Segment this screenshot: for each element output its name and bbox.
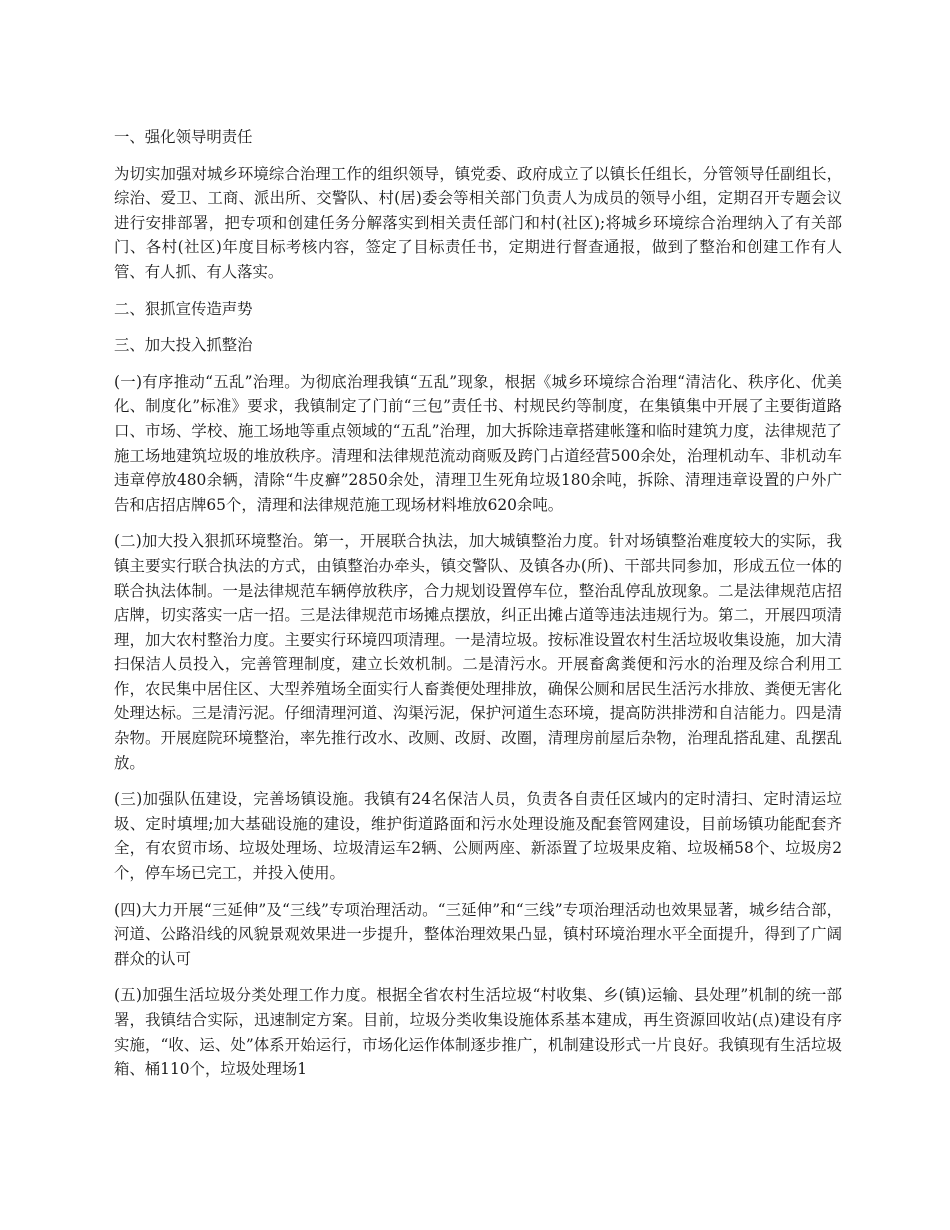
paragraph-five-disorders: (一)有序推动“五乱”治理。为彻底治理我镇“五乱”现象，根据《城乡环境综合治理“清洁化、秩序化、优美化、制度化”标准》要求，我镇制定了门前“三包”责任书、村规民约等制度，在集镇集中开展了主要街道路口、市场、学校、施工场地等重点领域的“五乱”治理，加大拆除违章搭建帐篷和临时建筑力度，法律规范了施工场地建筑垃圾的堆放秩序。清理和法律规范流动商贩及跨门占道经营500余处，治理机动车、非机动车违章停放480余辆，清除“牛皮癣”2850余处，清理卫生死角垃圾180余吨，拆除、清理违章设置的户外广告和店招店牌65个，清理和法律规范施工现场材料堆放620余吨。 (114, 372, 842, 514)
section-heading-2: 二、狠抓宣传造声势 (114, 299, 253, 318)
document-body (114, 125, 842, 1094)
paragraph-waste-sorting: (五)加强生活垃圾分类处理工作力度。根据全省农村生活垃圾“村收集、乡(镇)运输、县处理”机制的统一部署，我镇结合实际，迅速制定方案。目前，垃圾分类收集设施体系基本建成，再生资源回收站(点)建设有序实施，“收、运、处”体系开始运行，市场化运作体制逐步推广，机制建设形式一片良好。我镇现有生活垃圾箱、桶110个，垃圾处理场1 (114, 986, 842, 1079)
section-heading-3: 三、加大投入抓整治 (114, 336, 253, 355)
section-heading-1: 一、强化领导明责任 (114, 128, 253, 146)
paragraph-environment-rectification: (二)加大投入狠抓环境整治。第一，开展联合执法，加大城镇整治力度。针对场镇整治难度较大的实际，我镇主要实行联合执法的方式，由镇整治办牵头，镇交警队、及镇各办(所)、干部共同参加，形成五位一体的联合执法体制。一是法律规范车辆停放秩序，合力规划设置停车位，整治乱停乱放现象。二是法律规范店招店牌，切实落实一店一招。三是法律规范市场摊点摆放，纠正出摊占道等违法违规行为。第二，开展四项清理，加大农村整治力度。主要实行环境四项清理。一是清垃圾。按标准设置农村生活垃圾收集设施，加大清扫保洁人员投入，完善管理制度，建立长效机制。二是清污水。开展畜禽粪便和污水的治理及综合利用工作，农民集中居住区、大型养殖场全面实行人畜粪便处理排放，确保公厕和居民生活污水排放、粪便无害化处理达标。三是清污泥。仔细清理河道、沟渠污泥，保护河道生态环境，提高防洪排涝和自洁能力。四是清杂物。开展庭院环境整治，率先推行改水、改厕、改厨、改圈，清理房前屋后杂物，治理乱搭乱建、乱摆乱放。 (114, 532, 842, 772)
paragraph-team-building: (三)加强队伍建设，完善场镇设施。我镇有24名保洁人员，负责各自责任区域内的定时清扫、定时清运垃圾、定时填埋;加大基础设施的建设，维护街道路面和污水处理设施及配套管网建设，目前场镇功能配套齐全，有农贸市场、垃圾处理场、垃圾清运车2辆、公厕两座、新添置了垃圾果皮箱、垃圾桶58个、垃圾房2个，停车场已完工，并投入使用。 (114, 790, 842, 883)
paragraph-special-campaign: (四)大力开展“三延伸”及“三线”专项治理活动。“三延伸”和“三线”专项治理活动也效果显著，城乡结合部，河道、公路沿线的风貌景观效果进一步提升，整体治理效果凸显，镇村环境治理水平全面提升，得到了广阔群众的认可 (114, 900, 842, 968)
paragraph-leadership: 为切实加强对城乡环境综合治理工作的组织领导，镇党委、政府成立了以镇长任组长，分管领导任副组长，综治、爱卫、工商、派出所、交警队、村(居)委会等相关部门负责人为成员的领导小组，定期召开专题会议进行安排部署，把专项和创建任务分解落实到相关责任部门和村(社区);将城乡环境综合治理纳入了有关部门、各村(社区)年度目标考核内容，签定了目标责任书，定期进行督查通报，做到了整治和创建工作有人管、有人抓、有人落实。 (114, 164, 842, 281)
